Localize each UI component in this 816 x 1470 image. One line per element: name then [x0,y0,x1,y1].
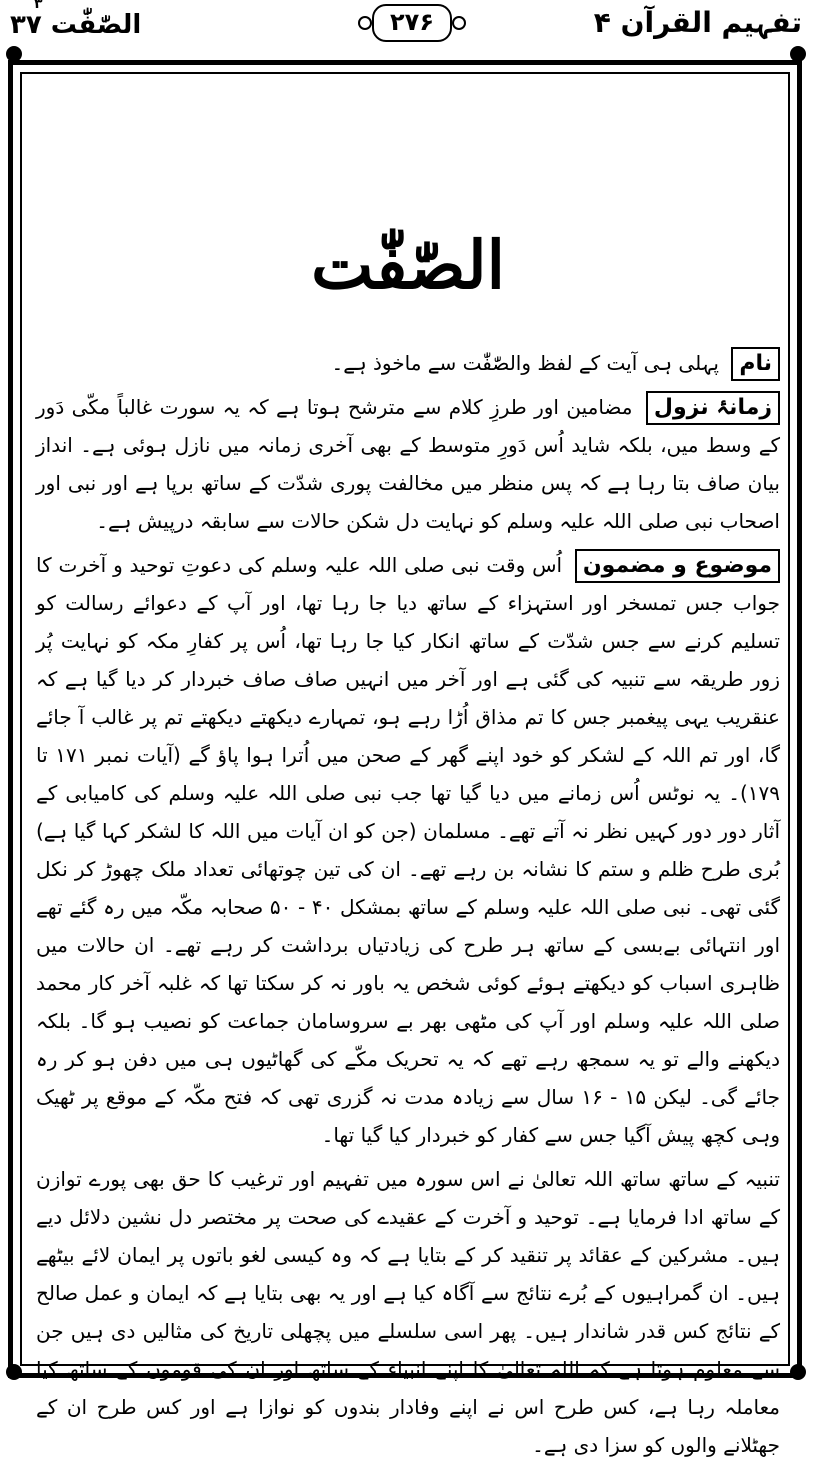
page-number: ۲۷۶ [372,4,452,42]
surah-reference-text: الصّٰفّٰت ۳۷ [10,10,142,40]
section-heading-revelation: زمانۂ نزول [646,391,780,425]
surah-reference-index: ۳ [34,0,43,12]
section-revelation [36,388,780,540]
section-subject [36,546,780,1154]
section-name [36,344,780,382]
main-content [36,344,780,1470]
section-heading-name: نام [731,347,780,381]
section-text-subject-2: تنبیہ کے ساتھ ساتھ اللہ تعالیٰ نے اس سورہ میں تفہیم اور ترغیب کا حق بھی پورے توازن کے ساتھ ادا فرمایا ہے۔ توحید و آخرت کے عقیدے کی صحت پر مختصر دل نشین دلائل دیے ہیں۔ مشرکین کے عقائد پر تنقید کر کے بتایا ہے کہ وہ کیسی لغو باتوں پر ایمان لائے بیٹھے ہیں۔ ان گمراہیوں کے بُرے نتائج سے آگاہ کیا ہے اور یہ بھی بتایا ہے کہ ایمان و عمل صالح کے نتائج کس قدر شاندار ہیں۔ پھر اسی سلسلے میں پچھلی تاریخ کی مثالیں دی ہیں جن سے معلوم ہوتا ہے کہ اللہ تعالیٰ کا اپنے انبیاء کے ساتھ اور ان کی قوموں کے ساتھ کیا معاملہ رہا ہے، کس طرح اس نے اپنے وفادار بندوں کو نوازا ہے اور کس طرح ان کے جھٹلانے والوں کو سزا دی ہے۔ [36,1167,780,1457]
corner-ornament-icon [790,46,806,62]
corner-ornament-icon [6,46,22,62]
section-text-name: پہلی ہی آیت کے لفظ والصّٰفّٰت سے ماخوذ ہے۔ [331,351,719,375]
corner-ornament-icon [790,1364,806,1380]
corner-ornament-icon [6,1364,22,1380]
section-heading-subject: موضوع و مضمون [575,549,780,583]
surah-reference [10,0,142,40]
section-subject-continued [36,1160,780,1464]
surah-title: الصّٰفّٰت [311,226,505,304]
page-header [0,0,816,56]
section-text-subject-1: اُس وقت نبی صلی اللہ علیہ وسلم کی دعوتِ توحید و آخرت کا جواب جس تمسخر اور استہزاء کے ساتھ دیا جا رہا تھا، اور آپ کے دعوائے رسالت کو تسلیم کرنے سے جس شدّت کے ساتھ انکار کیا جا رہا تھا، اُس پر کفارِ مکہ کو نہایت پُر زور طریقہ سے تنبیہ کی گئی ہے اور آخر میں انہیں صاف صاف خبردار کر دیا گیا ہے کہ عنقریب یہی پیغمبر جس کا تم مذاق اُڑا رہے ہو، تمہارے دیکھتے دیکھتے تم پر غالب آ جائے گا، اور تم اللہ کے لشکر کو خود اپنے گھر کے صحن میں اُترا ہوا پاؤ گے (آیات نمبر ۱۷۱ تا ۱۷۹)۔ یہ نوٹس اُس زمانے میں دیا گیا تھا جب نبی صلی اللہ علیہ وسلم کی کامیابی کے آثار دور دور کہیں نظر نہ آتے تھے۔ مسلمان (جن کو ان آیات میں اللہ کا لشکر کہا گیا ہے) بُری طرح ظلم و ستم کا نشانہ بن رہے تھے۔ ان کی تین چوتھائی تعداد ملک چھوڑ کر نکل گئی تھی۔ نبی صلی اللہ علیہ وسلم کے ساتھ بمشکل ۴۰ - ۵۰ صحابہ مکّہ میں رہ گئے تھے اور انتہائی بےبسی کے ساتھ ہر طرح کی زیادتیاں برداشت کر رہے تھے۔ ان حالات میں ظاہری اسباب کو دیکھتے ہوئے کوئی شخص یہ باور نہ کر سکتا تھا کہ غلبہ آخر کار محمد صلی اللہ علیہ وسلم اور آپ کی مٹھی بھر بے سروسامان جماعت کو نصیب ہو گا۔ بلکہ دیکھنے والے تو یہ سمجھ رہے تھے کہ یہ تحریک مکّے کی گھاٹیوں ہی میں دفن ہو کر رہ جائے گی۔ لیکن ۱۵ - ۱۶ سال سے زیادہ مدت نہ گزری تھی کہ فتح مکّہ کے موقع پر ٹھیک وہی کچھ پیش آگیا جس سے کفار کو خبردار کیا گیا تھا۔ [36,553,781,1147]
book-title: تفہیم القرآن ۴ [593,6,802,39]
section-text-revelation: مضامین اور طرزِ کلام سے مترشح ہوتا ہے کہ یہ سورت غالباً مکّی دَور کے وسط میں، بلکہ شاید اُس دَورِ متوسط کے بھی آخری زمانہ میں نازل ہوئی ہے۔ انداز بیان صاف بتا رہا ہے کہ پس منظر میں مخالفت پوری شدّت کے ساتھ برپا ہے اور نبی اور اصحاب نبی صلی اللہ علیہ وسلم کو نہایت دل شکن حالات سے سابقہ درپیش ہے۔ [36,395,780,533]
